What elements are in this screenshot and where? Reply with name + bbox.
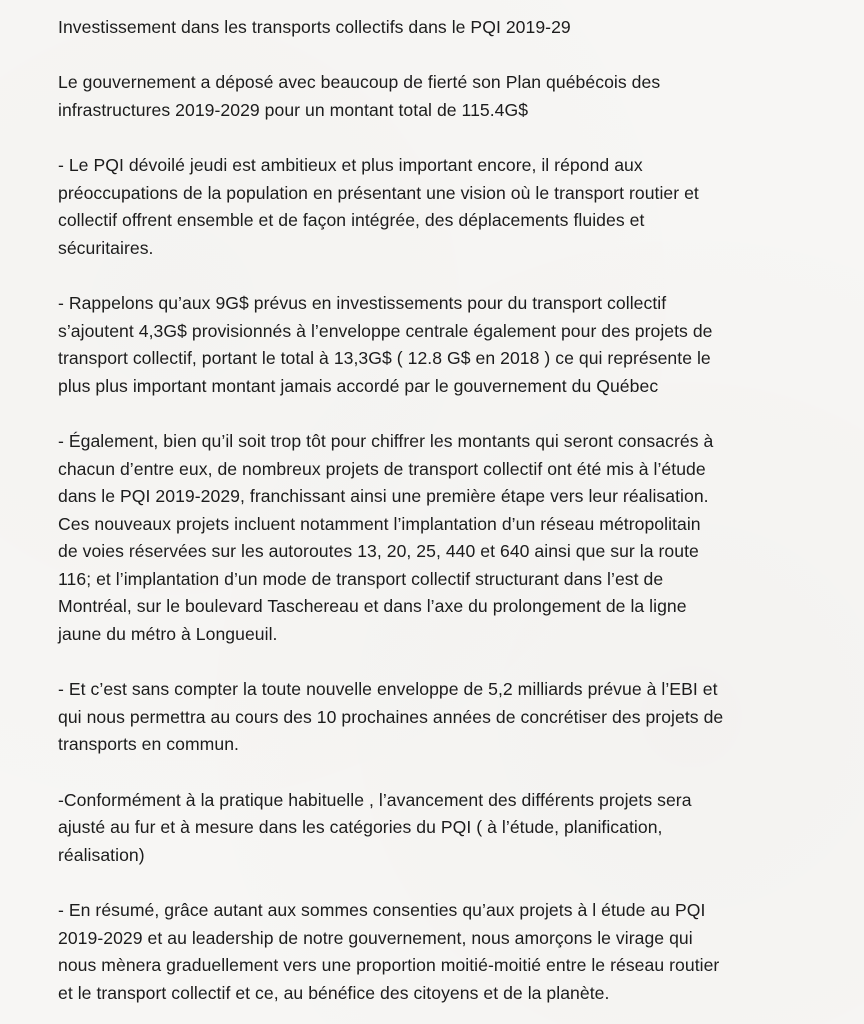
paragraph-gap — [58, 869, 828, 897]
paragraph-gap — [58, 400, 828, 428]
paragraph-intro: Le gouvernement a déposé avec beaucoup de fierté son Plan québécois des infrastructures 2019-2029 pour un montant total de 115.4G$ — [58, 72, 661, 120]
paragraph-pqi-ambitious: - Le PQI dévoilé jeudi est ambitieux et plus important encore, il répond aux préoccupations de la population en présentant une vision où le transport routier et collectif offrent ensemble et de façon intégrée, des déplacements fluides et sécuritaires. — [58, 154, 699, 258]
paragraph-summary: - En résumé, grâce autant aux sommes consenties qu’aux projets à l étude au PQI 2019-2029 et au leadership de notre gouvernement, nous amorçons le virage qui nous mènera graduellement vers une proportion moitié-moitié entre le réseau routier et le transport collectif et ce, au bénéfice des citoyens et de la planète. — [58, 900, 720, 1003]
paragraph-gap — [58, 42, 828, 70]
paragraph-gap — [58, 124, 828, 152]
paragraph-projects-under-study: - Également, bien qu’il soit trop tôt pour chiffrer les montants qui seront consacrés à chacun d’entre eux, de nombreux projets de transport collectif ont été mis à l’étude dans le PQI 2019-2029, franchissant ainsi une première étape vers leur réalisation. Ces nouveaux projets incluent notamment l’implantation d’un réseau métropolitain de voies réservées sur les autoroutes 13, 20, 25, 440 et 640 ainsi que sur la route 116; et l’implantation d’un mode de transport collectif structurant dans l’est de Montréal, sur le boulevard Taschereau et dans l’axe du prolongement de la ligne jaune du métro à Longueuil. — [58, 430, 714, 645]
paragraph-investment-total: - Rappelons qu’aux 9G$ prévus en investissements pour du transport collectif s’ajoutent 4,3G$ provisionnés à l’enveloppe centrale également pour des projets de transport collectif, portant le total à 13,3G$ ( 12.8 G$ en 2018 ) ce qui représente le plus plus important montant jamais accordé par le gouvernement du Québec — [58, 292, 713, 396]
paragraph-ebi-envelope: - Et c’est sans compter la toute nouvelle enveloppe de 5,2 milliards prévue à l’EBI et qui nous permettra au cours des 10 prochaines années de concrétiser des projets de transports en commun. — [58, 679, 724, 755]
paragraph-gap — [58, 649, 828, 677]
paragraph-project-progress: -Conformément à la pratique habituelle , l’avancement des différents projets sera ajusté au fur et à mesure dans les catégories du PQI ( à l’étude, planification, réalisation) — [58, 789, 692, 865]
paragraph-gap — [58, 759, 828, 787]
note-title: Investissement dans les transports collectifs dans le PQI 2019-29 — [58, 17, 571, 37]
paragraph-gap — [58, 262, 828, 290]
note-body — [58, 14, 828, 1007]
